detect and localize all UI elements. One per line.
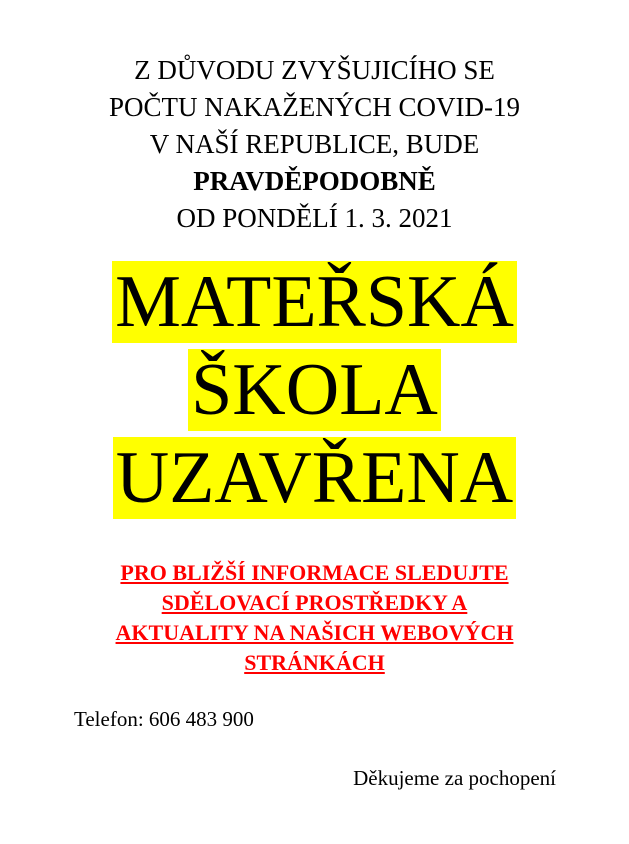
info-notice	[0, 558, 629, 678]
info-line-2: SDĚLOVACÍ PROSTŘEDKY A	[161, 590, 468, 615]
info-line-1: PRO BLIŽŠÍ INFORMACE SLEDUJTE	[120, 560, 509, 585]
phone-number: Telefon: 606 483 900	[74, 707, 254, 731]
closure-headline	[0, 258, 629, 522]
intro-line-5-date: OD PONDĚLÍ 1. 3. 2021	[176, 203, 453, 233]
headline-line-3: UZAVŘENA	[113, 437, 516, 519]
headline-line-1: MATEŘSKÁ	[112, 261, 517, 343]
intro-line-4-emphasis: PRAVDĚPODOBNĚ	[193, 166, 436, 196]
intro-line-1: Z DŮVODU ZVYŠUJICÍHO SE	[134, 55, 495, 85]
intro-line-2: POČTU NAKAŽENÝCH COVID-19	[109, 92, 520, 122]
intro-line-3: V NAŠÍ REPUBLICE, BUDE	[149, 129, 480, 159]
thanks-note: Děkujeme za pochopení	[353, 766, 556, 790]
info-line-4: STRÁNKÁCH	[244, 650, 385, 675]
info-line-3: AKTUALITY NA NAŠICH WEBOVÝCH	[115, 620, 514, 645]
headline-line-2: ŠKOLA	[188, 349, 441, 431]
intro-notice	[0, 52, 629, 237]
